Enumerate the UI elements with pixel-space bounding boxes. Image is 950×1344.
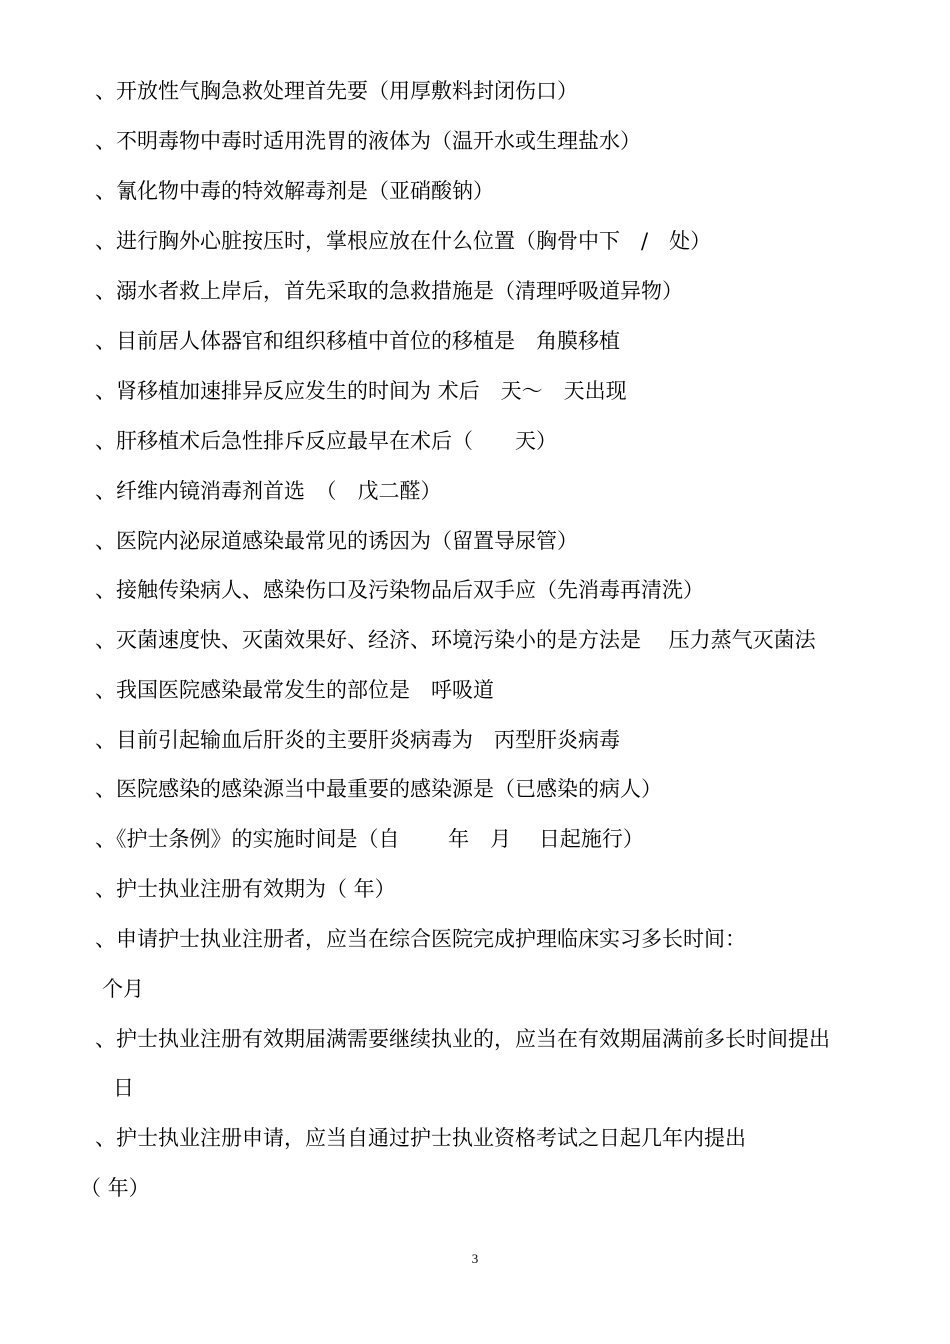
text-line: 、护士执业注册申请，应当自通过护士执业资格考试之日起几年内提出 [95, 1126, 746, 1150]
text-line: 、肝移植术后急性排斥反应最早在术后（ 天） [95, 429, 557, 453]
text-line-continuation: （ 年） [80, 1176, 150, 1200]
text-line: 、开放性气胸急救处理首先要（用厚敷料封闭伤口） [95, 79, 578, 103]
text-line: 、不明毒物中毒时适用洗胃的液体为（温开水或生理盐水） [95, 129, 641, 153]
text-line: 、护士执业注册有效期届满需要继续执业的，应当在有效期届满前多长时间提出 [95, 1027, 830, 1051]
text-line: 、灭菌速度快、灭菌效果好、经济、环境污染小的是方法是 压力蒸气灭菌法 [95, 628, 816, 652]
text-line: 、目前居人体器官和组织移植中首位的移植是 角膜移植 [95, 329, 620, 353]
text-line: 、接触传染病人、感染伤口及污染物品后双手应（先消毒再清洗） [95, 578, 704, 602]
text-line: 、氰化物中毒的特效解毒剂是（亚硝酸钠） [95, 179, 494, 203]
text-line: 、纤维内镜消毒剂首选 （ 戊二醛） [95, 479, 442, 503]
text-line: 、目前引起输血后肝炎的主要肝炎病毒为 丙型肝炎病毒 [95, 728, 620, 752]
text-line: 、《护士条例》的实施时间是（自 年 月 日起施行） [95, 827, 644, 851]
text-line: 、肾移植加速排异反应发生的时间为 术后 天～ 天出现 [95, 379, 627, 403]
text-line: 、医院感染的感染源当中最重要的感染源是（已感染的病人） [95, 777, 662, 801]
text-line: 、申请护士执业注册者，应当在综合医院完成护理临床实习多长时间： [95, 927, 746, 951]
text-line: 、我国医院感染最常发生的部位是 呼吸道 [95, 678, 494, 702]
text-line: 、护士执业注册有效期为（ 年） [95, 877, 396, 901]
text-line-continuation: 个月 [102, 977, 144, 1001]
text-line: 、进行胸外心脏按压时，掌根应放在什么位置（胸骨中下 / 处） [95, 229, 712, 253]
text-line: 、医院内泌尿道感染最常见的诱因为（留置导尿管） [95, 529, 578, 553]
page-number: 3 [471, 1251, 479, 1266]
text-line: 、溺水者救上岸后，首先采取的急救措施是（清理呼吸道异物） [95, 279, 683, 303]
text-line-continuation: 日 [113, 1076, 134, 1100]
